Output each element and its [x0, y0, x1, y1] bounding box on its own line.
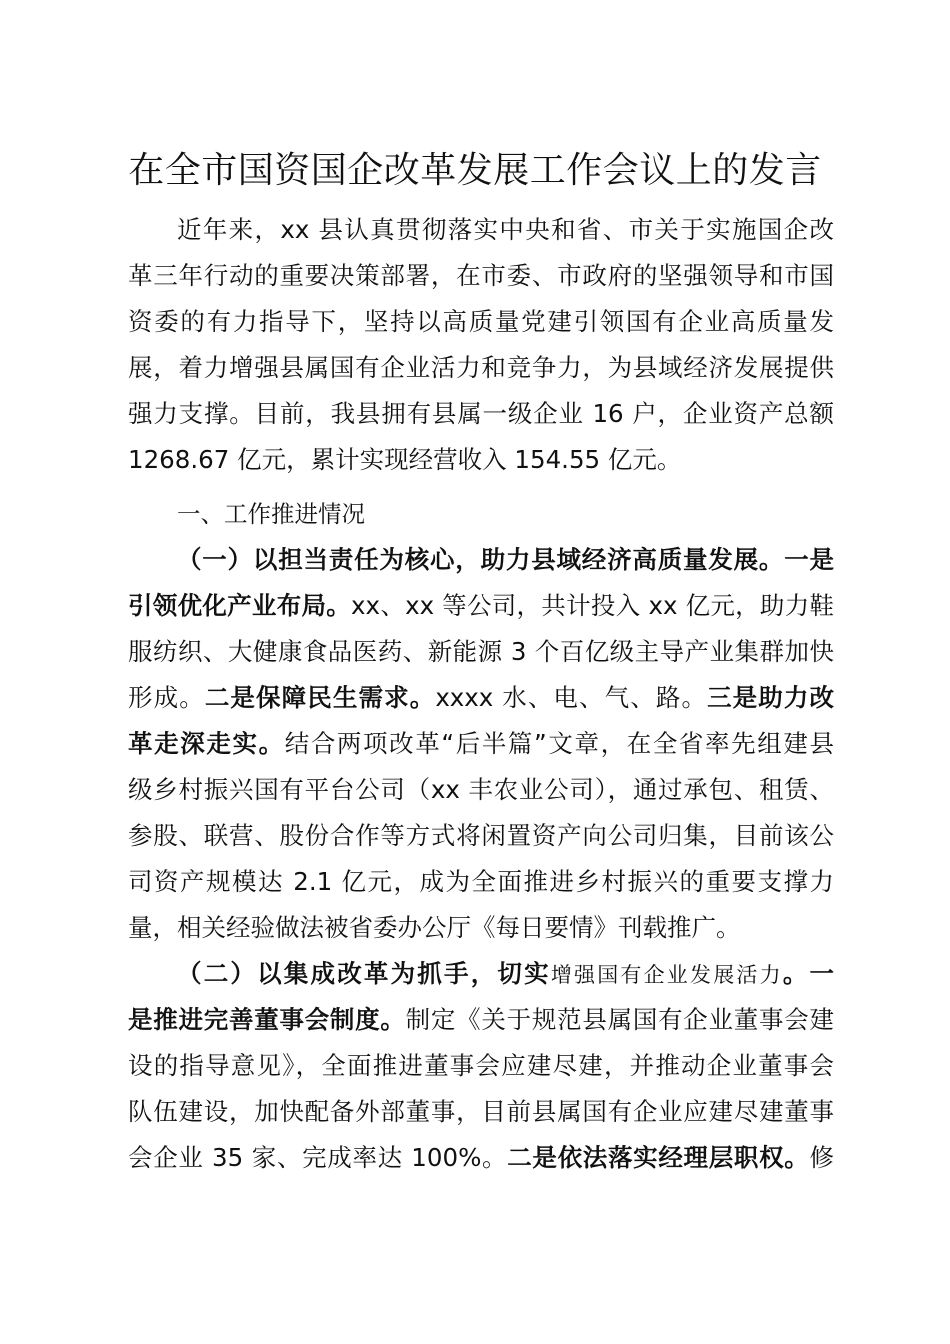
text-run: 近年来，xx 县认真贯彻落实中央和省、市关于实施国企改 [177, 215, 834, 244]
paragraph-line [128, 675, 834, 721]
bold-text-run: （一）以担当责任为核心，助力县域经济高质量发展。一是 [177, 545, 834, 574]
document-body [128, 207, 834, 1181]
bold-text-run: 二是保障民生需求。 [204, 683, 436, 712]
text-run: 司资产规模达 2.1 亿元，成为全面推进乡村振兴的重要支撑力 [128, 867, 834, 896]
paragraph-line [128, 299, 834, 345]
paragraph-line [128, 253, 834, 299]
paragraph-line [128, 537, 834, 583]
paragraph-line [128, 583, 834, 629]
paragraph-line [128, 767, 834, 813]
paragraph-line [128, 629, 834, 675]
paragraph-line [128, 859, 834, 905]
text-run: 结合两项改革“后半篇”文章，在全省率先组建县 [284, 729, 835, 758]
paragraph-line [128, 437, 834, 483]
bold-text-run: 革走深走实。 [128, 729, 285, 758]
text-run: xxxx 水、电、气、路。 [435, 683, 708, 712]
text-run: 设的指导意见》，全面推进董事会应建尽建，并推动企业董事会 [128, 1051, 834, 1080]
paragraph-line [128, 721, 834, 767]
document-title: 在全市国资国企改革发展工作会议上的发言 [128, 150, 822, 191]
text-run: 革三年行动的重要决策部署，在市委、市政府的坚强领导和市国 [128, 261, 834, 290]
text-run: 一、工作推进情况 [177, 500, 365, 528]
paragraph-line [128, 1135, 834, 1181]
paragraph-line [128, 1043, 834, 1089]
paragraph-line [128, 813, 834, 859]
text-run: 制定《关于规范县属国有企业董事会建 [405, 1005, 835, 1034]
bold-text-run: 三是助力改 [707, 683, 835, 712]
text-run: 参股、联营、股份合作等方式将闲置资产向公司归集，目前该公 [128, 821, 834, 850]
text-run: 修 [809, 1143, 834, 1172]
paragraph-line [128, 951, 834, 997]
text-run: 资委的有力指导下，坚持以高质量党建引领国有企业高质量发 [128, 307, 834, 336]
paragraph-line [128, 207, 834, 253]
text-run: 级乡村振兴国有平台公司（xx 丰农业公司），通过承包、租赁、 [128, 775, 834, 804]
text-run: 形成。 [128, 683, 205, 712]
section-heading [128, 491, 834, 537]
bold-text-run: 是推进完善董事会制度。 [128, 1005, 406, 1034]
text-run: 强力支撑。目前，我县拥有县属一级企业 16 户，企业资产总额 [128, 399, 834, 428]
text-run: 会企业 35 家、完成率达 100%。 [128, 1143, 508, 1172]
paragraph-line [128, 997, 834, 1043]
text-run: 展，着力增强县属国有企业活力和竞争力，为县域经济发展提供 [128, 353, 834, 382]
paragraph-line [128, 391, 834, 437]
paragraph-line [128, 345, 834, 391]
paragraph-line [128, 905, 834, 951]
bold-text-run: 引领优化产业布局。 [128, 591, 352, 620]
text-run: 量，相关经验做法被省委办公厅《每日要情》刊载推广。 [128, 913, 741, 942]
text-run: 1268.67 亿元，累计实现经营收入 154.55 亿元。 [128, 445, 682, 474]
text-run: xx、xx 等公司，共计投入 xx 亿元，助力鞋 [351, 591, 834, 620]
paragraph-line [128, 1089, 834, 1135]
text-run: 队伍建设，加快配备外部董事，目前县属国有企业应建尽建董事 [128, 1097, 834, 1126]
bold-text-run: （二）以集成改革为抓手，切实 [177, 959, 551, 988]
bold-text-run: 。一 [782, 959, 835, 988]
text-run: 服纺织、大健康食品医药、新能源 3 个百亿级主导产业集群加快 [128, 637, 834, 666]
text-run: 增强国有企业发展活力 [550, 963, 783, 987]
bold-text-run: 二是依法落实经理层职权。 [507, 1143, 810, 1172]
